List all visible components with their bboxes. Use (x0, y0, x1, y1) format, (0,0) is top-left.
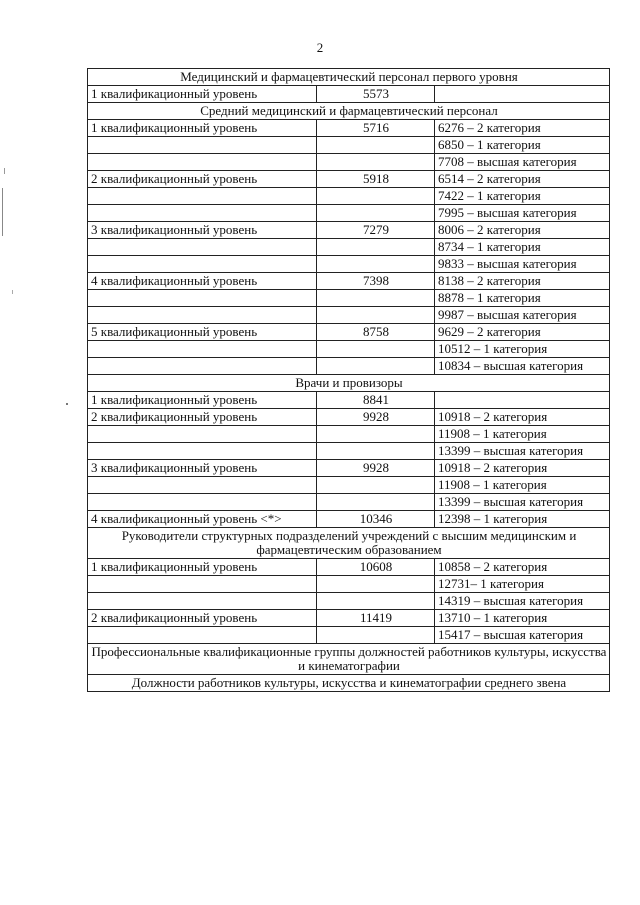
base-salary-cell (317, 477, 435, 494)
qualification-level-cell: 5 квалификационный уровень (88, 324, 317, 341)
category-salary-cell: 13399 – высшая категория (435, 443, 610, 460)
category-salary-cell: 8734 – 1 категория (435, 239, 610, 256)
table-row (88, 358, 610, 375)
category-salary-cell: 9987 – высшая категория (435, 307, 610, 324)
scan-speck (12, 290, 13, 294)
qualification-level-cell (88, 358, 317, 375)
category-salary-cell: 6850 – 1 категория (435, 137, 610, 154)
qualification-level-cell (88, 494, 317, 511)
qualification-level-cell (88, 576, 317, 593)
section-header: Средний медицинский и фармацевтический персонал (88, 103, 610, 120)
base-salary-cell (317, 494, 435, 511)
salary-table (87, 68, 610, 692)
table-row (88, 511, 610, 528)
table-row (88, 593, 610, 610)
table-row (88, 477, 610, 494)
qualification-level-cell (88, 443, 317, 460)
table-row (88, 610, 610, 627)
category-salary-cell: 12398 – 1 категория (435, 511, 610, 528)
qualification-level-cell: 1 квалификационный уровень (88, 559, 317, 576)
scan-speck (4, 168, 5, 174)
category-salary-cell: 7708 – высшая категория (435, 154, 610, 171)
category-salary-cell: 10858 – 2 категория (435, 559, 610, 576)
scan-edge-mark (2, 188, 3, 236)
base-salary-cell: 8758 (317, 324, 435, 341)
table-row (88, 576, 610, 593)
qualification-level-cell: 2 квалификационный уровень (88, 610, 317, 627)
category-salary-cell (435, 392, 610, 409)
qualification-level-cell: 3 квалификационный уровень (88, 460, 317, 477)
table-row (88, 273, 610, 290)
section-header: Должности работников культуры, искусства и кинематографии среднего звена (88, 675, 610, 692)
section-header-row (88, 528, 610, 559)
base-salary-cell (317, 188, 435, 205)
table-row (88, 188, 610, 205)
base-salary-cell (317, 307, 435, 324)
category-salary-cell: 12731– 1 категория (435, 576, 610, 593)
table-row (88, 559, 610, 576)
base-salary-cell (317, 576, 435, 593)
table-row (88, 222, 610, 239)
table-row (88, 137, 610, 154)
qualification-level-cell (88, 426, 317, 443)
qualification-level-cell (88, 593, 317, 610)
qualification-level-cell (88, 341, 317, 358)
table-row (88, 392, 610, 409)
qualification-level-cell (88, 307, 317, 324)
qualification-level-cell (88, 290, 317, 307)
table-row (88, 256, 610, 273)
category-salary-cell: 11908 – 1 категория (435, 426, 610, 443)
base-salary-cell (317, 239, 435, 256)
base-salary-cell: 7279 (317, 222, 435, 239)
base-salary-cell: 8841 (317, 392, 435, 409)
qualification-level-cell (88, 256, 317, 273)
category-salary-cell: 7995 – высшая категория (435, 205, 610, 222)
table-row (88, 120, 610, 137)
base-salary-cell (317, 627, 435, 644)
table-row (88, 239, 610, 256)
category-salary-cell: 15417 – высшая категория (435, 627, 610, 644)
qualification-level-cell (88, 188, 317, 205)
category-salary-cell: 10512 – 1 категория (435, 341, 610, 358)
base-salary-cell: 5716 (317, 120, 435, 137)
page-number: 2 (316, 40, 324, 55)
qualification-level-cell: 4 квалификационный уровень <*> (88, 511, 317, 528)
table-row (88, 494, 610, 511)
base-salary-cell (317, 256, 435, 273)
section-header-row (88, 103, 610, 120)
qualification-level-cell (88, 137, 317, 154)
category-salary-cell: 8006 – 2 категория (435, 222, 610, 239)
section-header: Врачи и провизоры (88, 375, 610, 392)
section-header-row (88, 675, 610, 692)
table-row (88, 460, 610, 477)
category-salary-cell: 10918 – 2 категория (435, 460, 610, 477)
section-header-row (88, 69, 610, 86)
qualification-level-cell: 1 квалификационный уровень (88, 392, 317, 409)
base-salary-cell (317, 154, 435, 171)
base-salary-cell: 5573 (317, 86, 435, 103)
base-salary-cell: 7398 (317, 273, 435, 290)
base-salary-cell: 5918 (317, 171, 435, 188)
category-salary-cell: 10834 – высшая категория (435, 358, 610, 375)
table-row (88, 409, 610, 426)
base-salary-cell: 11419 (317, 610, 435, 627)
qualification-level-cell: 3 квалификационный уровень (88, 222, 317, 239)
qualification-level-cell (88, 154, 317, 171)
category-salary-cell: 7422 – 1 категория (435, 188, 610, 205)
table-row (88, 443, 610, 460)
section-header: Профессиональные квалификационные группы должностей работников культуры, искусства и кинематографии (88, 644, 610, 675)
table-row (88, 307, 610, 324)
qualification-level-cell: 4 квалификационный уровень (88, 273, 317, 290)
category-salary-cell: 13710 – 1 категория (435, 610, 610, 627)
scan-speck (66, 403, 68, 405)
table-row (88, 426, 610, 443)
table-row (88, 290, 610, 307)
category-salary-cell: 8878 – 1 категория (435, 290, 610, 307)
base-salary-cell: 10608 (317, 559, 435, 576)
table-row (88, 86, 610, 103)
table-row (88, 171, 610, 188)
table-row (88, 341, 610, 358)
qualification-level-cell (88, 627, 317, 644)
base-salary-cell: 9928 (317, 460, 435, 477)
category-salary-cell: 9833 – высшая категория (435, 256, 610, 273)
base-salary-cell (317, 426, 435, 443)
category-salary-cell (435, 86, 610, 103)
table-row (88, 154, 610, 171)
section-header: Руководители структурных подразделений учреждений с высшим медицинским и фармацевтическим образованием (88, 528, 610, 559)
category-salary-cell: 6276 – 2 категория (435, 120, 610, 137)
base-salary-cell (317, 341, 435, 358)
category-salary-cell: 10918 – 2 категория (435, 409, 610, 426)
salary-table-body (88, 69, 610, 692)
qualification-level-cell: 1 квалификационный уровень (88, 120, 317, 137)
base-salary-cell: 10346 (317, 511, 435, 528)
qualification-level-cell: 1 квалификационный уровень (88, 86, 317, 103)
category-salary-cell: 14319 – высшая категория (435, 593, 610, 610)
qualification-level-cell (88, 205, 317, 222)
table-row (88, 324, 610, 341)
category-salary-cell: 9629 – 2 категория (435, 324, 610, 341)
category-salary-cell: 8138 – 2 категория (435, 273, 610, 290)
section-header: Медицинский и фармацевтический персонал первого уровня (88, 69, 610, 86)
qualification-level-cell: 2 квалификационный уровень (88, 409, 317, 426)
base-salary-cell (317, 137, 435, 154)
section-header-row (88, 375, 610, 392)
category-salary-cell: 6514 – 2 категория (435, 171, 610, 188)
base-salary-cell (317, 443, 435, 460)
qualification-level-cell (88, 239, 317, 256)
table-row (88, 627, 610, 644)
base-salary-cell (317, 205, 435, 222)
qualification-level-cell: 2 квалификационный уровень (88, 171, 317, 188)
base-salary-cell (317, 593, 435, 610)
qualification-level-cell (88, 477, 317, 494)
table-row (88, 205, 610, 222)
base-salary-cell (317, 290, 435, 307)
base-salary-cell (317, 358, 435, 375)
category-salary-cell: 13399 – высшая категория (435, 494, 610, 511)
base-salary-cell: 9928 (317, 409, 435, 426)
section-header-row (88, 644, 610, 675)
category-salary-cell: 11908 – 1 категория (435, 477, 610, 494)
